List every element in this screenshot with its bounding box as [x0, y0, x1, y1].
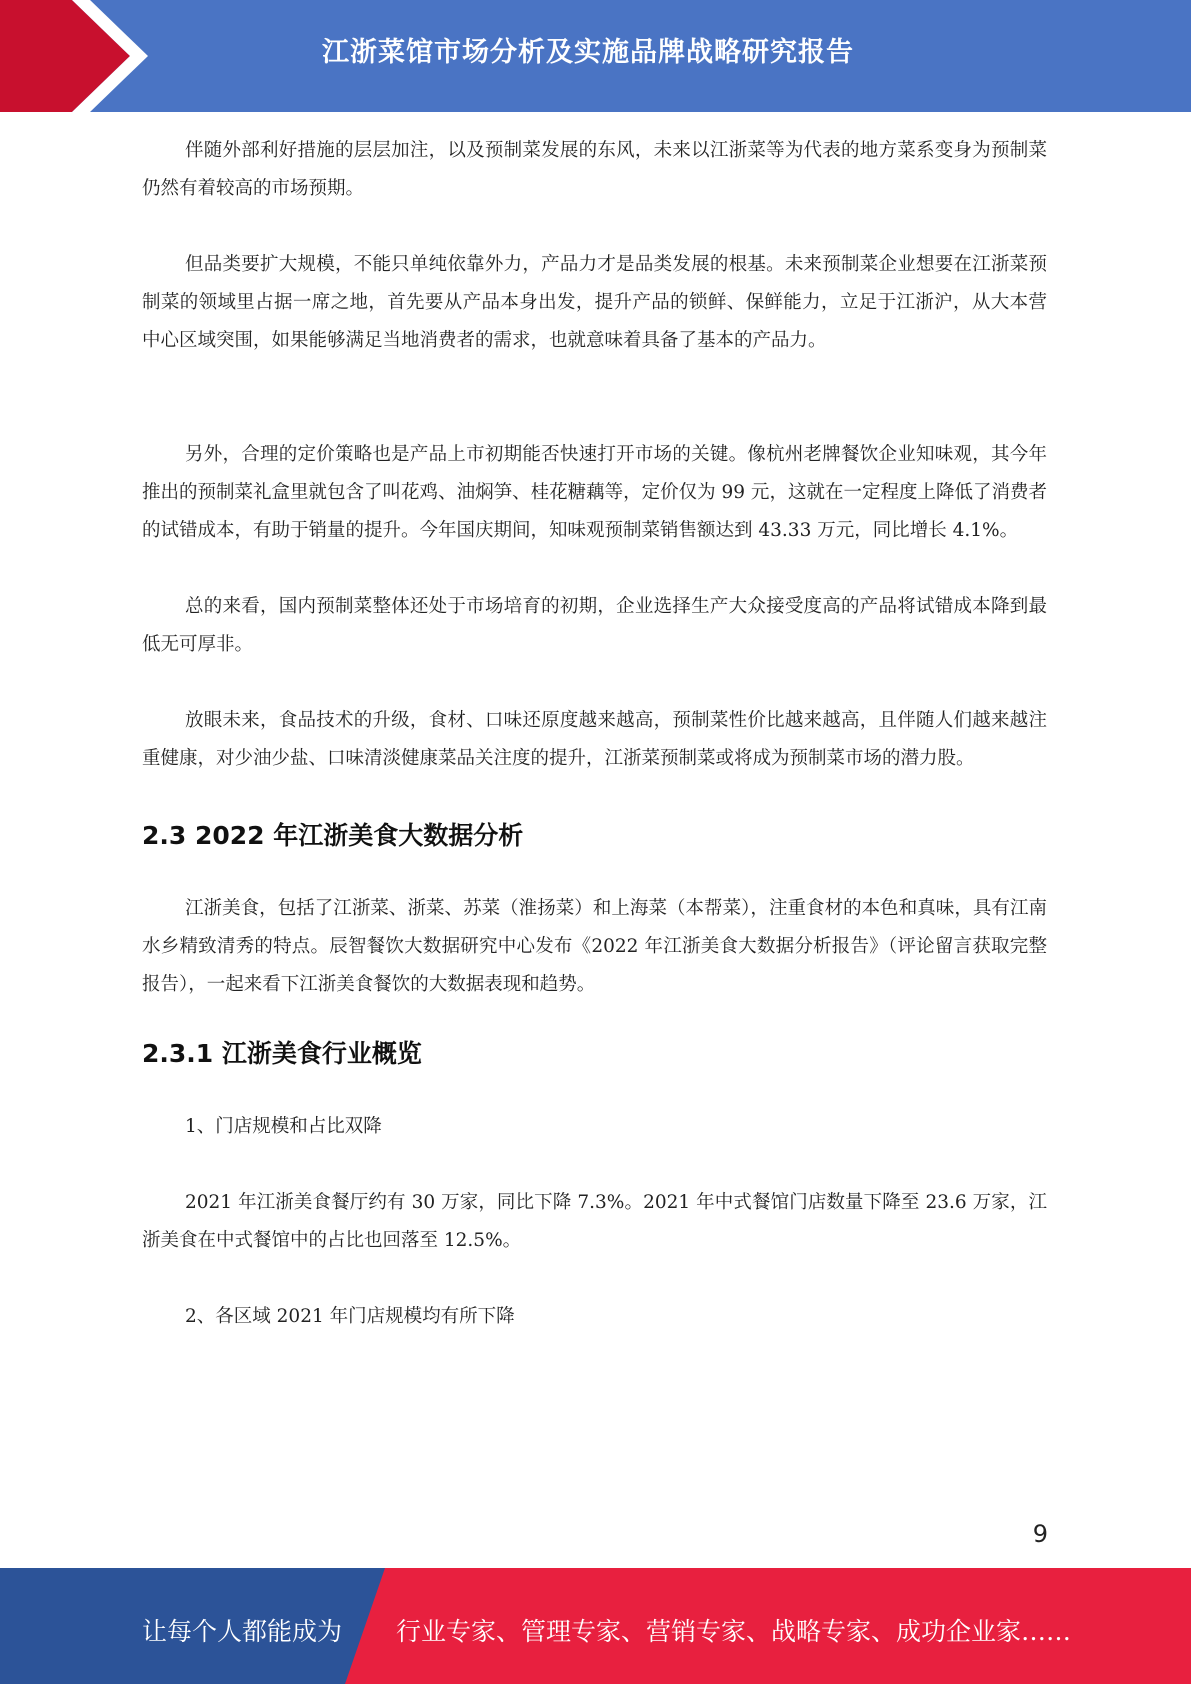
- footer-slogan-left: 让每个人都能成为: [142, 1617, 343, 1646]
- paragraph: 伴随外部利好措施的层层加注，以及预制菜发展的东风，未来以江浙菜等为代表的地方菜系变身为预制菜仍然有着较高的市场预期。: [142, 140, 1047, 199]
- report-title: 江浙菜馆市场分析及实施品牌战略研究报告: [322, 37, 854, 68]
- paragraph: 江浙美食，包括了江浙菜、浙菜、苏菜（淮扬菜）和上海菜（本帮菜），注重食材的本色和真味，具有江南水乡精致清秀的特点。辰智餐饮大数据研究中心发布《2022 年江浙美食大数据分析报告》（评论留言获取完整报告），一起来看下江浙美食餐饮的大数据表现和趋势。: [142, 898, 1047, 995]
- paragraph: 总的来看，国内预制菜整体还处于市场培育的初期，企业选择生产大众接受度高的产品将试错成本降到最低无可厚非。: [142, 596, 1047, 655]
- subsection-heading: 2.3.1 江浙美食行业概览: [142, 1039, 422, 1068]
- paragraph: 放眼未来，食品技术的升级，食材、口味还原度越来越高，预制菜性价比越来越高，且伴随人们越来越注重健康，对少油少盐、口味清淡健康菜品关注度的提升，江浙菜预制菜或将成为预制菜市场的潜力股。: [142, 710, 1047, 769]
- paragraph: 2021 年江浙美食餐厅约有 30 万家，同比下降 7.3%。2021 年中式餐馆门店数量下降至 23.6 万家，江浙美食在中式餐馆中的占比也回落至 12.5%。: [142, 1192, 1047, 1251]
- page-number: 9: [1032, 1520, 1048, 1548]
- page-header: [0, 0, 1191, 112]
- page-footer: [0, 1568, 1191, 1684]
- footer-slogan-right: 行业专家、管理专家、营销专家、战略专家、成功企业家……: [396, 1617, 1072, 1646]
- list-heading: 1、门店规模和占比双降: [185, 1116, 382, 1137]
- section-heading: 2.3 2022 年江浙美食大数据分析: [142, 821, 524, 850]
- document-body: [142, 132, 1047, 1336]
- paragraph: 但品类要扩大规模，不能只单纯依靠外力，产品力才是品类发展的根基。未来预制菜企业想要在江浙菜预制菜的领域里占据一席之地，首先要从产品本身出发，提升产品的锁鲜、保鲜能力，立足于江浙沪，从大本营中心区域突围，如果能够满足当地消费者的需求，也就意味着具备了基本的产品力。: [142, 254, 1047, 351]
- paragraph: 另外，合理的定价策略也是产品上市初期能否快速打开市场的关键。像杭州老牌餐饮企业知味观，其今年推出的预制菜礼盒里就包含了叫花鸡、油焖笋、桂花糖藕等，定价仅为 99 元，这就在一定程度上降低了消费者的试错成本，有助于销量的提升。今年国庆期间，知味观预制菜销售额达到 43.33 万元，同比增长 4.1%。: [142, 444, 1047, 541]
- list-heading: 2、各区域 2021 年门店规模均有所下降: [185, 1306, 515, 1327]
